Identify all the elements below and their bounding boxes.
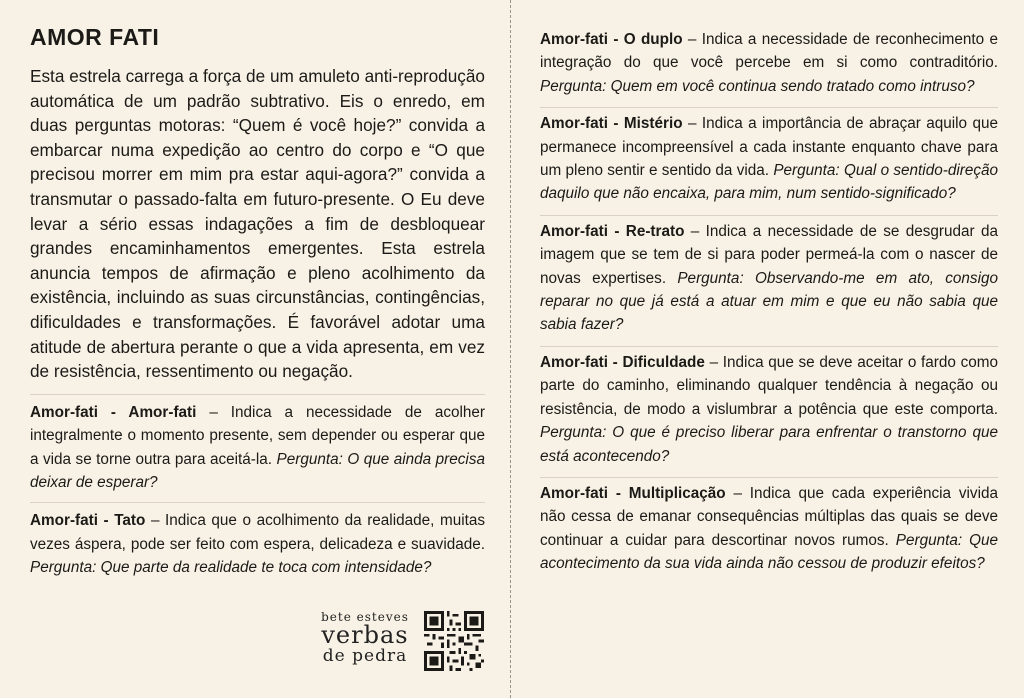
- entry-text: – Indica a necessidade de se desgrudar da imagem que se tem de si para poder permeá-la com o nascer de novas expertises.: [540, 222, 998, 287]
- entry-re-trato: [540, 215, 998, 346]
- entry-dificuldade: [540, 346, 998, 477]
- entry-text: – Indica que cada experiência vivida não cessa de emanar consequências múltiplas das quais se deve continuar a cuidar para descortinar novos rumos.: [540, 484, 998, 549]
- entry-text: – Indica a importância de abraçar aquilo que permanece incompreensível a cada instante enquanto chave para um pleno sentir e sentido da vida.: [540, 115, 998, 180]
- entry-heading: Amor-fati - O duplo: [540, 31, 683, 48]
- entry-text: – Indica que se deve aceitar o fardo como parte do caminho, eliminando qualquer tendência à negação ou resistência, de modo a vislumbrar a potência que este comporta.: [540, 353, 998, 418]
- fold-divider: [510, 0, 511, 698]
- entry-misterio: [540, 107, 998, 215]
- entry-question: Pergunta: O que é preciso liberar para enfrentar o transtorno que está acontecendo?: [540, 424, 998, 465]
- entry-text: – Indica a necessidade de acolher integralmente o momento presente, sem depender ou esperar que a vida se torne outra para aceitá-la.: [30, 403, 485, 468]
- entry-heading: Amor-fati - Multiplicação: [540, 484, 726, 502]
- entry-tato: [30, 502, 485, 587]
- intro-paragraph: Esta estrela carrega a força de um amuleto anti-reprodução automática de um padrão subtrativo. Eis o enredo, em duas perguntas motoras: “Quem é você hoje?” convida a embarcar numa expedição ao centro do corpo e “O que precisou morrer em mim pra estar aqui-agora?” convida a transmutar o passado-falta em futuro-presente. O Eu deve levar a sério essas indagações a fim de desbloquear grandes encaminhamentos emergentes. Esta estrela anuncia tempos de afirmação e pleno acolhimento da existência, incluindo as suas circunstâncias, contingências, dificuldades e transformações. É favorável adotar uma atitude de abertura perante o que a vida apresenta, em vez de resistência, ressentimento ou negação.: [30, 66, 485, 382]
- qr-code-icon: [424, 611, 484, 671]
- entry-heading: Amor-fati - Mistério: [540, 115, 683, 133]
- entry-o-duplo: [540, 28, 998, 107]
- entry-heading: Amor-fati - Tato: [30, 512, 146, 530]
- brand-name-line1: verbas: [321, 621, 409, 649]
- left-column: [30, 22, 485, 588]
- entry-text: – Indica que o acolhimento da realidade, muitas vezes áspera, pode ser feito com espera, delicadeza e suavidade.: [30, 512, 486, 553]
- entry-question: Pergunta: Observando-me em ato, consigo reparar no que já está a atuar em mim e que eu não sabia que sabia fazer?: [540, 269, 998, 334]
- brand-author: bete esteves: [321, 610, 409, 624]
- entry-question: Pergunta: Quem em você continua sendo tratado como intruso?: [540, 77, 975, 95]
- brand-name-line2: de pedra: [322, 646, 408, 666]
- entry-question: Pergunta: Qual o sentido-direção daquilo que não encaixa, para mim, num sentido-significado?: [540, 162, 998, 203]
- entry-question: Pergunta: Que acontecimento da sua vida ainda não cessou de produzir efeitos?: [540, 531, 998, 573]
- right-column: [540, 28, 998, 585]
- entry-text: – Indica a necessidade de reconhecimento e integração do que você percebe em si como contraditório.: [540, 31, 998, 72]
- entry-question: Pergunta: Que parte da realidade te toca com intensidade?: [30, 559, 432, 577]
- entry-heading: Amor-fati - Re-trato: [540, 222, 685, 240]
- entry-question: Pergunta: O que ainda precisa deixar de esperar?: [30, 450, 485, 491]
- entry-amor-fati: [30, 394, 485, 503]
- entry-heading: Amor-fati - Amor-fati: [30, 403, 197, 421]
- entry-multiplicacao: [540, 477, 998, 585]
- entry-heading: Amor-fati - Dificuldade: [540, 353, 705, 371]
- brand-logo: [315, 610, 415, 666]
- page-title: AMOR FATI: [30, 24, 160, 50]
